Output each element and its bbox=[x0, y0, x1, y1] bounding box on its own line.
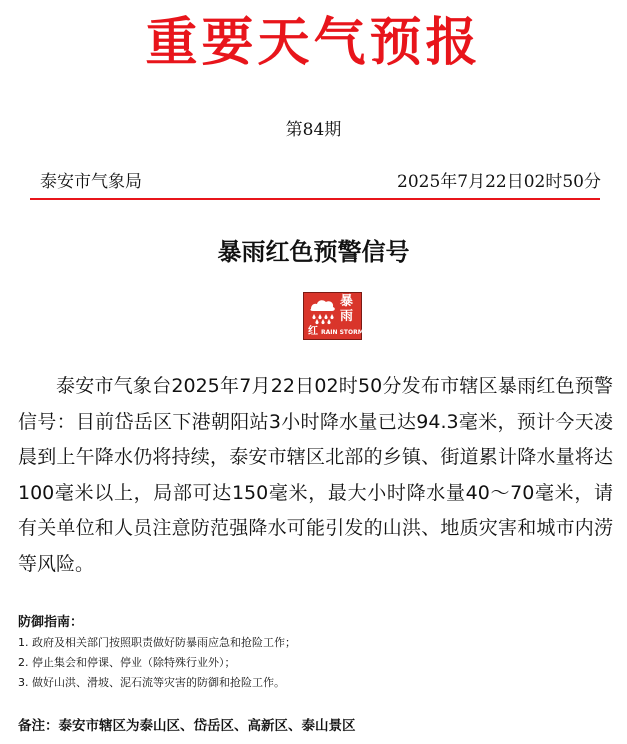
signal-level: 红 bbox=[308, 326, 318, 337]
issue-number: 第84期 bbox=[285, 120, 342, 140]
remark-note: 备注：泰安市辖区为泰山区、岱岳区、高新区、泰山景区 bbox=[18, 718, 356, 734]
guide-item: 3. 做好山洪、滑坡、泥石流等灾害的防御和抢险工作。 bbox=[18, 676, 285, 689]
header-divider bbox=[30, 198, 600, 200]
issuing-agency: 泰安市气象局 bbox=[40, 172, 142, 192]
rainstorm-red-warning-icon bbox=[303, 292, 362, 340]
issue-datetime: 2025年7月22日02时50分 bbox=[397, 172, 601, 192]
signal-char-2: 雨 bbox=[340, 309, 354, 324]
report-title: 重要天气预报 bbox=[145, 12, 482, 73]
warning-signal-title: 暴雨红色预警信号 bbox=[217, 237, 410, 266]
warning-body: 泰安市气象台2025年7月22日02时50分发布市辖区暴雨红色预警信号：目前岱岳区下港朝阳站3小时降水量已达94.3毫米，预计今天凌晨到上午降水仍将持续，泰安市辖区北部的乡镇、街道累计降水量将达100毫米以上，局部可达150毫米，最大小时降水量40～70毫米，请有关单位和人员注意防范强降水可能引发的山洪、地质灾害和城市内涝等风险。 bbox=[18, 375, 613, 575]
storm-cloud-icon bbox=[307, 296, 337, 325]
guide-item: 1. 政府及相关部门按照职责做好防暴雨应急和抢险工作； bbox=[18, 636, 296, 649]
guide-title: 防御指南： bbox=[18, 615, 84, 630]
signal-english: RAIN STORM bbox=[321, 329, 364, 336]
signal-char-1: 暴 bbox=[340, 294, 354, 309]
defense-guide bbox=[18, 613, 618, 693]
guide-list bbox=[18, 633, 618, 693]
guide-item: 2. 停止集会和停课、停业（除特殊行业外）； bbox=[18, 656, 236, 669]
